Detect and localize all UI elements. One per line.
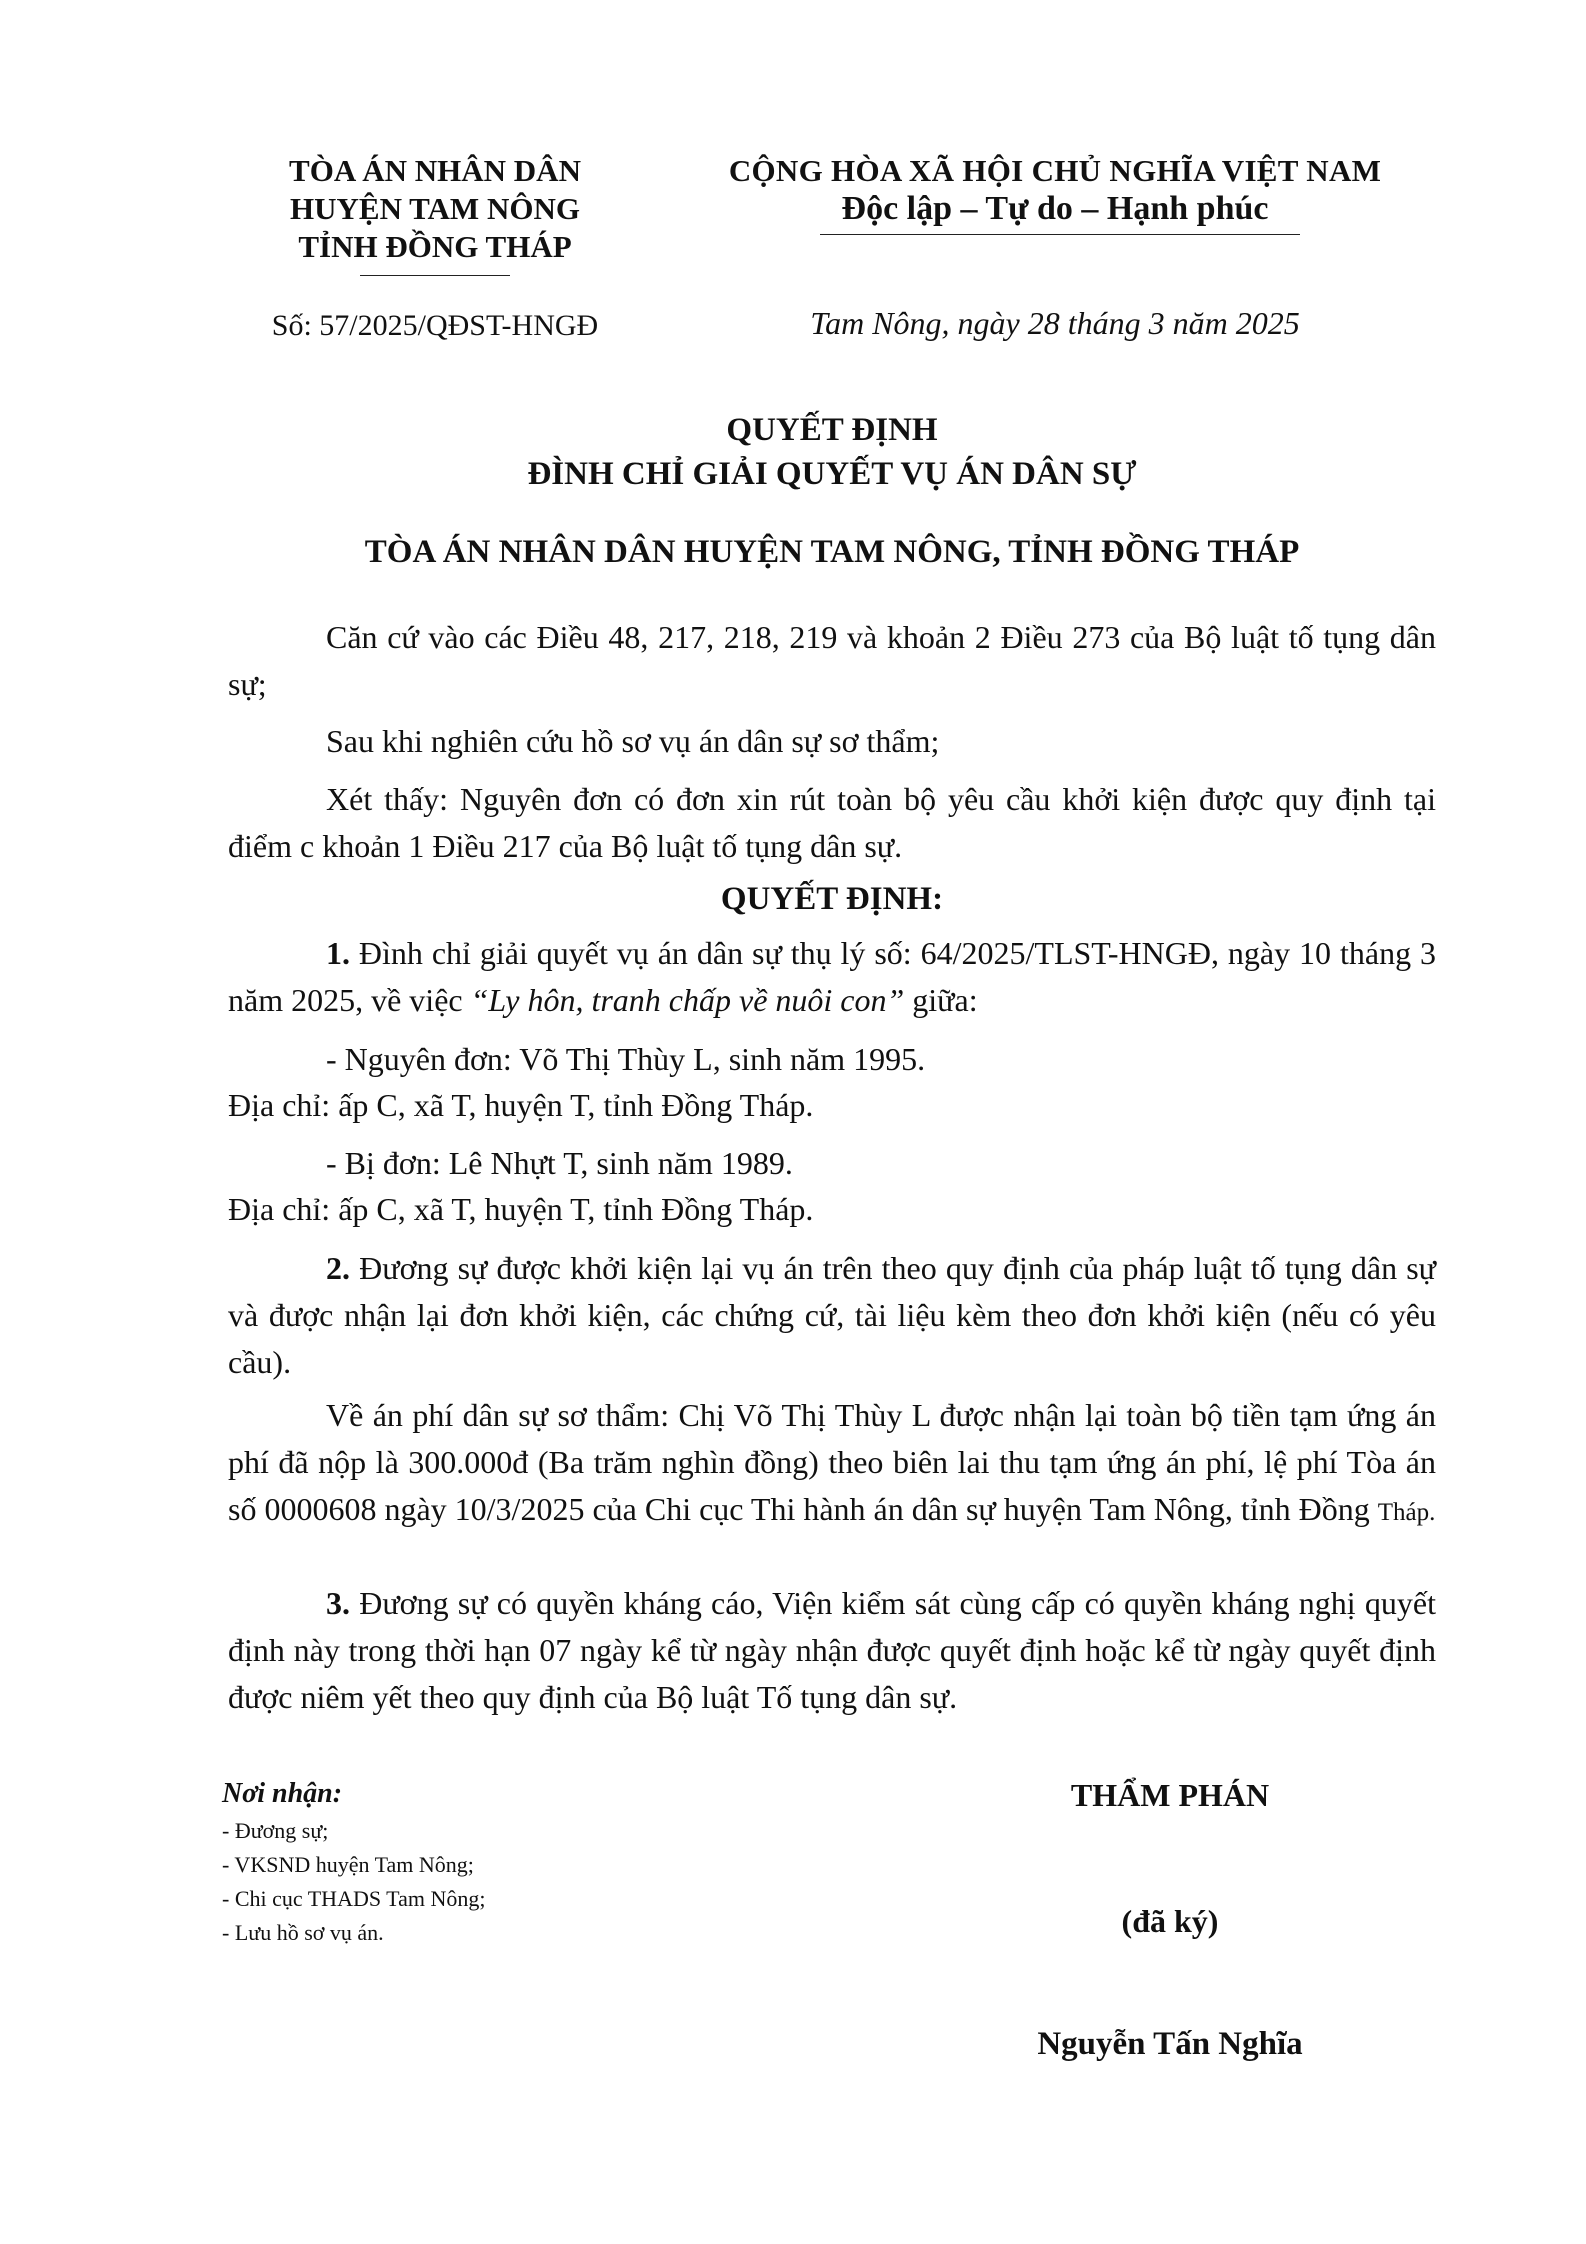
consider-paragraph: Xét thấy: Nguyên đơn có đơn xin rút toàn bộ yêu cầu khởi kiện được quy định tại điểm c khoản 1 Điều 217 của Bộ luật tố tụng dân sự. xyxy=(228,781,1436,864)
motto-underline xyxy=(820,234,1300,235)
recipient-item: - Chi cục THADS Tam Nông; xyxy=(222,1886,486,1911)
item-2-text: Đương sự được khởi kiện lại vụ án trên theo quy định của pháp luật tố tụng dân sự và được nhận lại đơn khởi kiện, các chứng cứ, tài liệu kèm theo đơn khởi kiện (nếu có yêu cầu). xyxy=(228,1250,1436,1380)
signed-note: (đã ký) xyxy=(1121,1903,1219,1939)
court-line-2: HUYỆN TAM NÔNG xyxy=(290,191,580,226)
title-line-1: QUYẾT ĐỊNH xyxy=(726,412,938,448)
item-3-number: 3. xyxy=(326,1585,350,1621)
court-fee-tail: Tháp. xyxy=(1377,1499,1436,1526)
basis-paragraph: Căn cứ vào các Điều 48, 217, 218, 219 và khoản 2 Điều 273 của Bộ luật tố tụng dân sự; xyxy=(228,619,1436,702)
defendant-address: Địa chỉ: ấp C, xã T, huyện T, tỉnh Đồng Tháp. xyxy=(228,1191,814,1227)
court-underline xyxy=(360,275,510,276)
defendant: - Bị đơn: Lê Nhựt T, sinh năm 1989. xyxy=(326,1145,793,1181)
motto: Độc lập – Tự do – Hạnh phúc xyxy=(841,190,1269,227)
item-1-quote: “Ly hôn, tranh chấp về nuôi con” xyxy=(470,982,905,1018)
recipients-label: Nơi nhận: xyxy=(222,1778,343,1809)
recipients-list xyxy=(222,1814,722,1950)
item-2-number: 2. xyxy=(326,1250,350,1286)
item-1-number: 1. xyxy=(326,935,350,971)
plaintiff-address: Địa chỉ: ấp C, xã T, huyện T, tỉnh Đồng Tháp. xyxy=(228,1087,814,1123)
court-line-3: TỈNH ĐỒNG THÁP xyxy=(298,229,572,264)
decision-heading: QUYẾT ĐỊNH: xyxy=(720,881,944,917)
place-date: Tam Nông, ngày 28 tháng 3 năm 2025 xyxy=(810,305,1300,341)
study-paragraph: Sau khi nghiên cứu hồ sơ vụ án dân sự sơ thẩm; xyxy=(326,723,940,759)
title-block xyxy=(228,408,1436,496)
recipient-item: - Lưu hồ sơ vụ án. xyxy=(222,1920,384,1945)
signer-role: THẨM PHÁN xyxy=(1070,1777,1270,1813)
recipient-item: - Đương sự; xyxy=(222,1818,329,1843)
document-number: Số: 57/2025/QĐST-HNGĐ xyxy=(271,309,599,342)
plaintiff: - Nguyên đơn: Võ Thị Thùy L, sinh năm 1995. xyxy=(326,1041,926,1077)
item-1-text-a: Đình chỉ giải quyết vụ án dân sự thụ lý số: 64/2025/TLST-HNGĐ, ngày 10 tháng 3 năm 2025, về việc xyxy=(228,935,1436,1018)
republic-name: CỘNG HÒA XÃ HỘI CHỦ NGHĨA VIỆT NAM xyxy=(728,153,1382,188)
decision-item-1 xyxy=(228,930,1436,1024)
court-name xyxy=(230,152,640,266)
decision-item-2 xyxy=(228,1245,1436,1386)
court-fee-text: Về án phí dân sự sơ thẩm: Chị Võ Thị Thùy L được nhận lại toàn bộ tiền tạm ứng án phí đã nộp là 300.000đ (Ba trăm nghìn đồng) theo biên lai thu tạm ứng án phí, lệ phí Tòa án số 0000608 ngày 10/3/2025 của Chi cục Thi hành án dân sự huyện Tam Nông, tỉnh Đồng xyxy=(228,1397,1436,1527)
court-fee-paragraph xyxy=(228,1392,1436,1536)
recipient-item: - VKSND huyện Tam Nông; xyxy=(222,1852,474,1877)
item-3-text: Đương sự có quyền kháng cáo, Viện kiểm sát cùng cấp có quyền kháng nghị quyết định này trong thời hạn 07 ngày kể từ ngày nhận được quyết định hoặc kể từ ngày quyết định được niêm yết theo quy định của Bộ luật Tố tụng dân sự. xyxy=(228,1585,1436,1715)
signer-name: Nguyễn Tấn Nghĩa xyxy=(1037,2026,1303,2062)
issuer: TÒA ÁN NHÂN DÂN HUYỆN TAM NÔNG, TỈNH ĐỒNG THÁP xyxy=(364,534,1300,570)
decision-item-3 xyxy=(228,1580,1436,1721)
title-line-2: ĐÌNH CHỈ GIẢI QUYẾT VỤ ÁN DÂN SỰ xyxy=(527,456,1137,492)
item-1-text-b: giữa: xyxy=(904,982,978,1018)
court-line-1: TÒA ÁN NHÂN DÂN xyxy=(289,153,581,188)
